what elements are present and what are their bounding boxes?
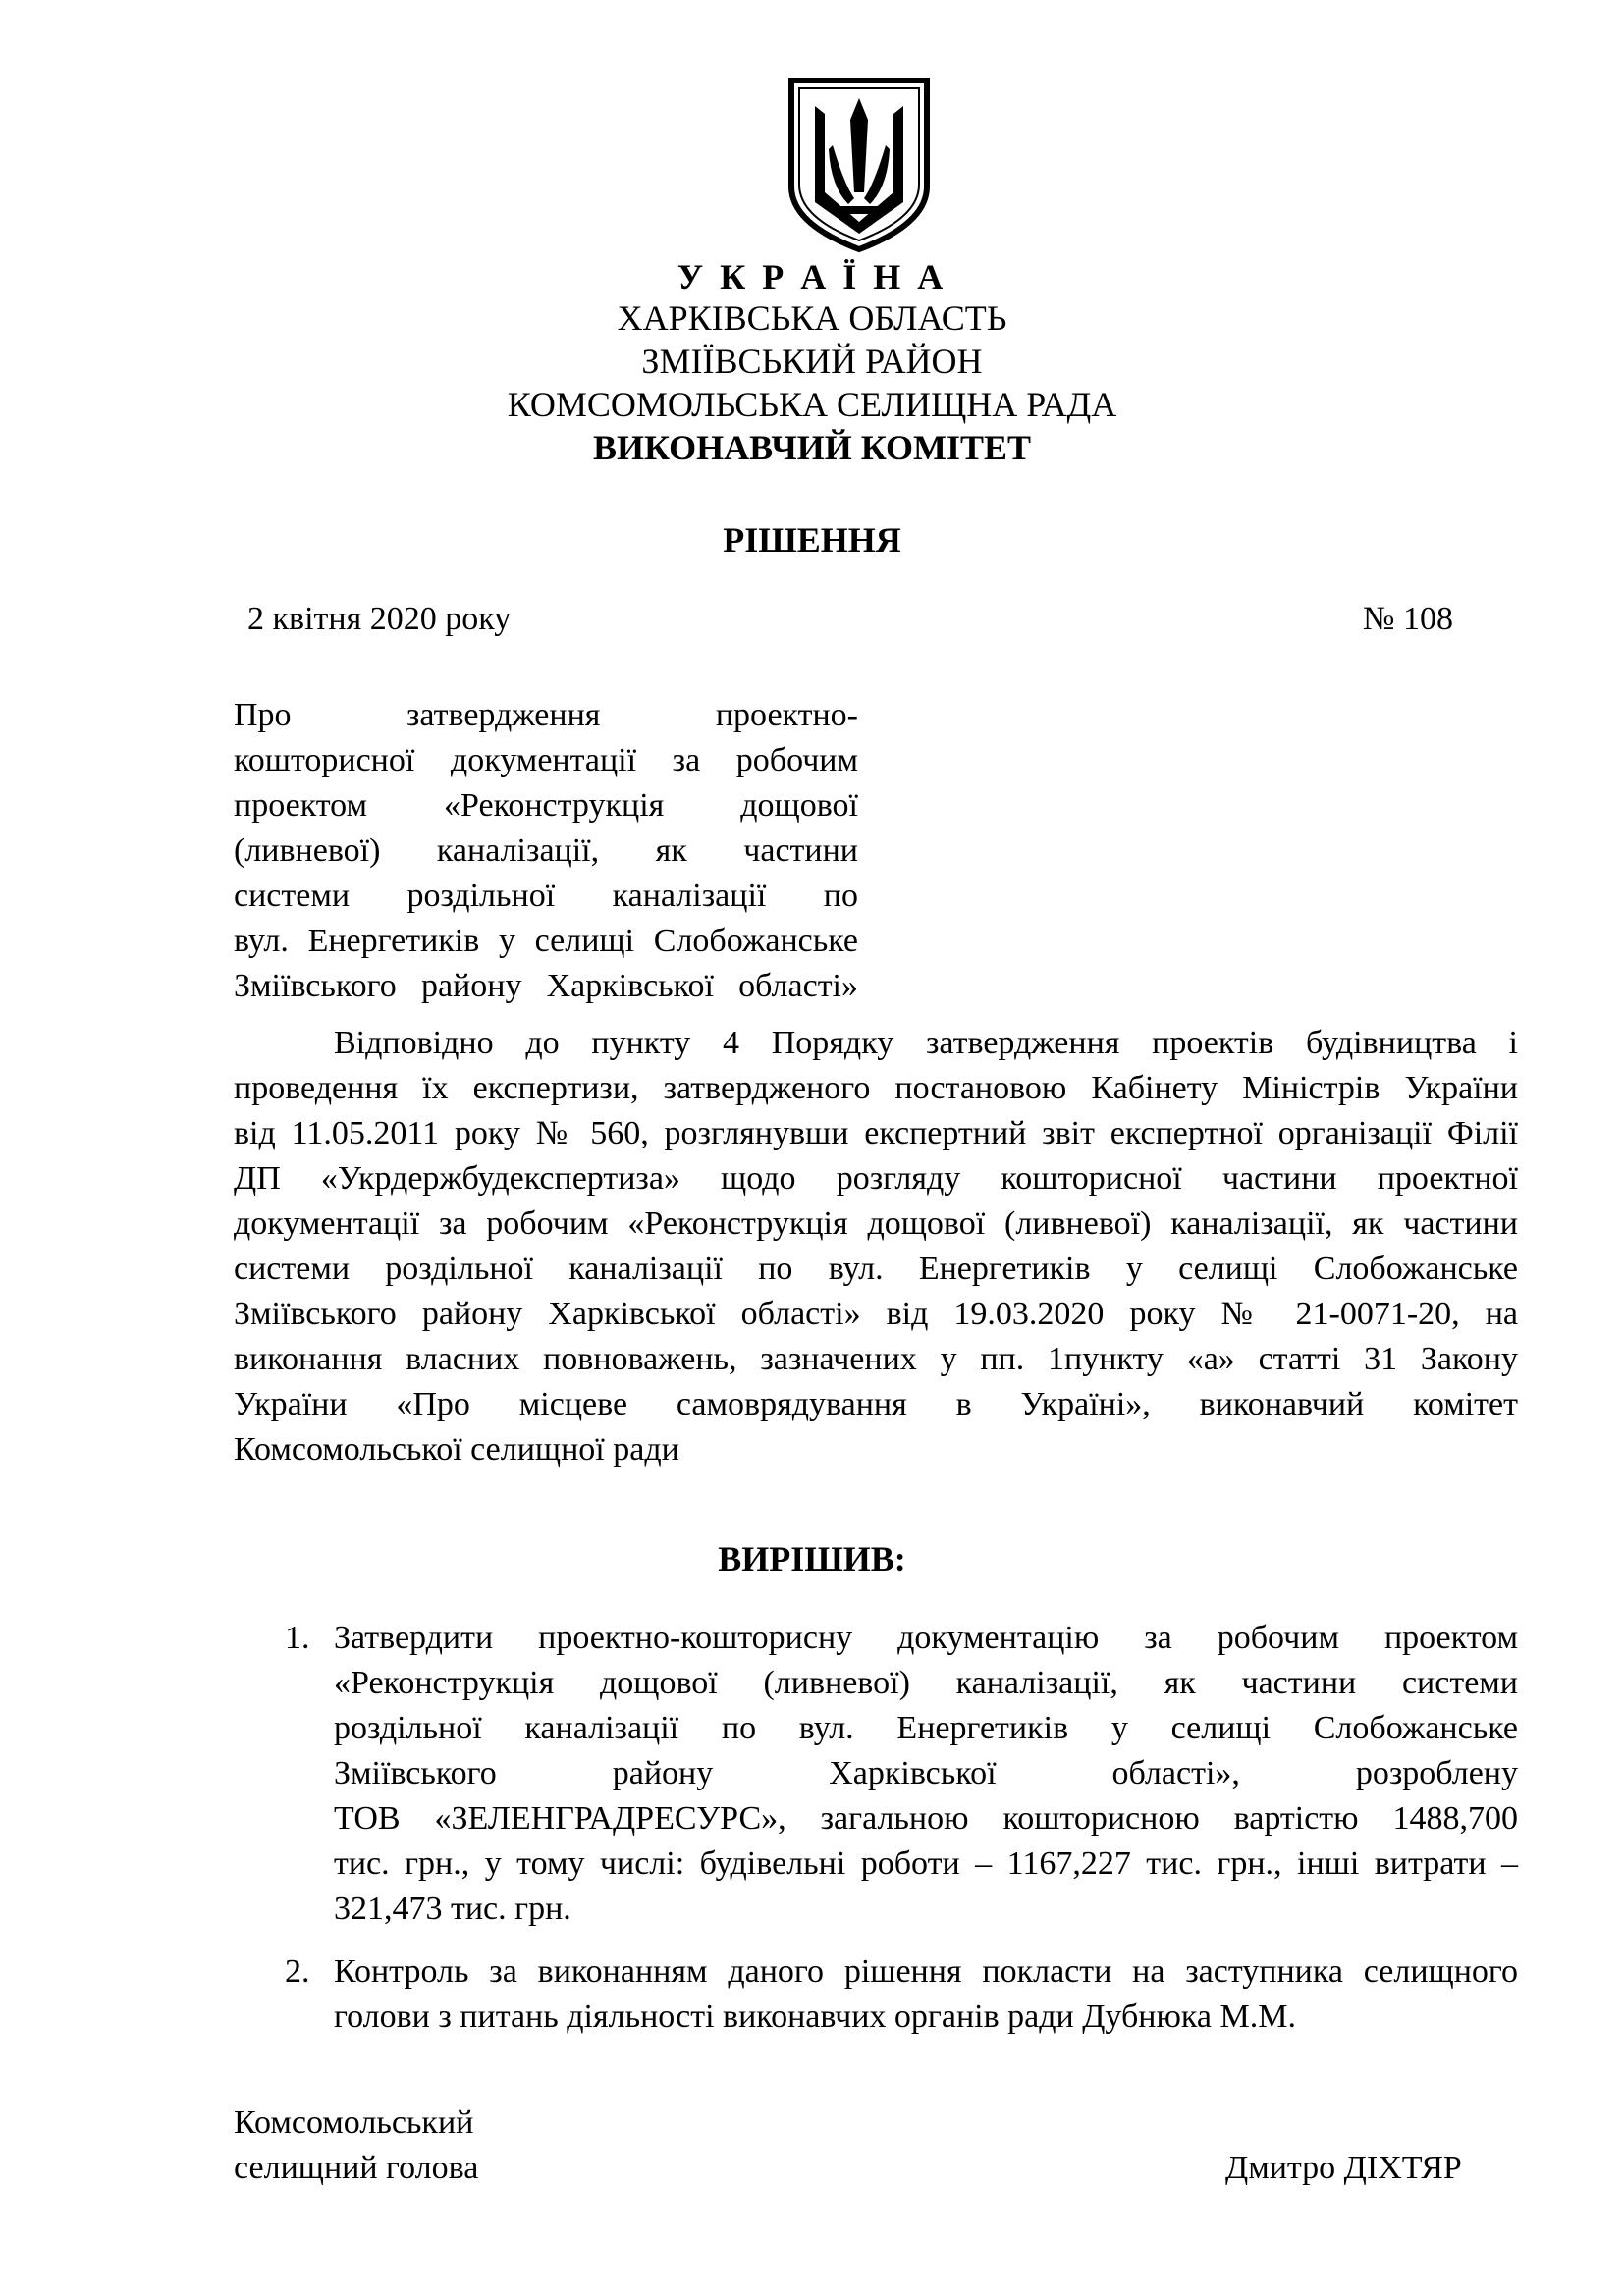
doc-type-title: РІШЕННЯ [723,520,901,560]
decision-item-2 [334,1949,1518,2040]
decision-number: № 108 [1363,601,1453,637]
preamble-line: виконання власних повноважень, зазначених у пп. 1пункту «а» статті 31 Закону [234,1341,1518,1377]
subject-line: кошторисної документації за робочим [234,742,858,778]
preamble-line: ДП «Укрдержбудекспертиза» щодо розгляду кошторисної частини проектної [234,1160,1518,1197]
region-title: ХАРКІВСЬКА ОБЛАСТЬ [617,298,1007,338]
preamble-line: Відповідно до пункту 4 Порядку затвердження проектів будівництва і [334,1025,1518,1061]
item-line: ТОВ «ЗЕЛЕНГРАДРЕСУРС», загальною кошторисною вартістю 1488,700 [334,1800,1518,1837]
trident-coat-of-arms-icon [785,77,933,253]
preamble-line: України «Про місцеве самоврядування в Україні», виконавчий комітет [234,1386,1518,1422]
subject-line: вул. Енергетиків у селищі Слобожанське [234,923,858,959]
preamble-line: Зміївського району Харківської області» від 19.03.2020 року № 21-0071-20, на [234,1296,1518,1332]
subject-line: (ливневої) каналізації, як частини [234,832,858,869]
decision-date: 2 квітня 2020 року [247,601,512,637]
committee-title: ВИКОНАВЧИЙ КОМІТЕТ [592,428,1032,467]
subject-line: системи роздільної каналізації по [234,878,858,914]
item-line: «Реконструкція дощової (ливневої) каналізації, як частини системи [334,1665,1518,1701]
item-line: роздільної каналізації по вул. Енергетиків у селищі Слобожанське [334,1710,1518,1746]
subject-line: проектом «Реконструкція дощової [234,787,858,824]
item-line: Зміївського району Харківської області», розроблену [334,1755,1518,1791]
item-line: тис. грн., у тому числі: будівельні роботи – 1167,227 тис. грн., інші витрати – [334,1845,1518,1882]
preamble-paragraph [234,1021,1518,1472]
council-title: КОМСОМОЛЬСЬКА СЕЛИЩНА РАДА [507,385,1117,424]
district-title: ЗМІЇВСЬКИЙ РАЙОН [641,342,983,381]
preamble-line: від 11.05.2011 року № 560, розглянувши експертний звіт експертної організації Філії [234,1115,1518,1151]
decision-subject [234,693,858,1009]
signatory-title: селищний голова [234,2150,479,2186]
decided-heading: ВИРІШИВ: [718,1539,906,1578]
signatory-name: Дмитро ДІХТЯР [1225,2150,1462,2186]
subject-line: Про затвердження проектно- [234,697,858,733]
preamble-line: Комсомольської селищної ради [234,1431,679,1468]
country-title: У К Р А Ї Н А [677,257,947,296]
preamble-line: проведення їх експертизи, затвердженого постановою Кабінету Міністрів України [234,1070,1518,1106]
item-number: 1. [285,1620,310,1656]
preamble-line: системи роздільної каналізації по вул. Енергетиків у селищі Слобожанське [234,1251,1518,1287]
item-line: Контроль за виконанням даного рішення покласти на заступника селищного [334,1953,1518,1990]
item-number: 2. [285,1953,310,1990]
item-line: Затвердити проектно-кошторисну документацію за робочим проектом [334,1620,1518,1656]
preamble-line: документації за робочим «Реконструкція дощової (ливневої) каналізації, як частини [234,1205,1518,1242]
decision-item-1 [334,1616,1518,1932]
item-line: 321,473 тис. грн. [334,1891,571,1927]
item-line: голови з питань діяльності виконавчих органів ради Дубнюка М.М. [334,1999,1296,2035]
signatory-title: Комсомольський [234,2105,474,2141]
subject-line: Зміївського району Харківської області» [234,968,858,1004]
